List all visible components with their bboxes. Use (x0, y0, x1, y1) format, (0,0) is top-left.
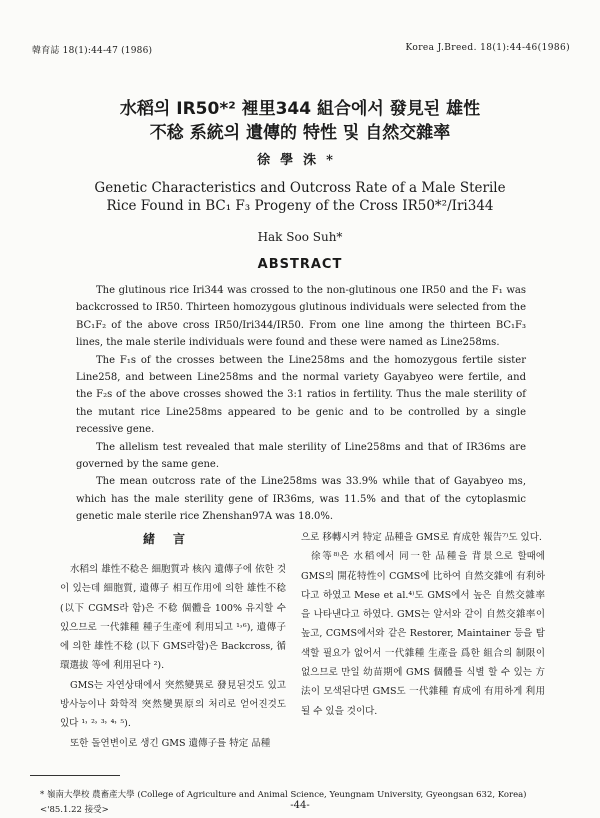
english-title-line-2: Rice Found in BC₁ F₃ Progeny of the Cross IR50*²/Iri344 (106, 198, 494, 214)
footnote-affiliation: * 嶺南大學校 農畜產大學 (College of Agriculture and Animal Science, Yeungnam University, Gyeongsan 632, Korea) <'85.1.22 接受> (40, 790, 527, 815)
intro-paragraph: 水稻의 雄性不稔은 細胞質과 核內 遺傳子에 依한 것이 있는데 細胞質, 遺傳子 相互作用에 의한 雄性不稔 (以下 CGMS라 함)은 不稔 個體을 100% 유지할 수 있으므로 一代雜種 種子生產에 利用되고 ¹˒⁶), 遺傳子에 의한 雄性不稔 (以下 GMS라함)은 Backcross, 循環選拔 等에 利用된다 ²). (60, 564, 286, 672)
english-title-line-1: Genetic Characteristics and Outcross Rate of a Male Sterile (94, 180, 506, 196)
intro-paragraph: 徐等⁸⁾은 水稻에서 同一한 品種을 背景으로 할때에 GMS의 開花特性이 CGMS에 比하여 自然交雜에 有利하다고 하였고 Mese et al.⁴⁾도 GMS에서 높은 自然交雜率을 나타낸다고 하였다. GMS는 알서와 같이 自然交雜率이 높고, CGMS에서와 같은 Restorer, Maintainer 등을 탐색할 필요가 없어서 一代雜種 生產을 爲한 組合의 制限이 없으므로 만일 幼苗期에 GMS 個體를 식별 할 수 있는 方法이 모색된다면 GMS도 一代雜種 育成에 有用하게 利用될 수 있을 것이다. (301, 551, 545, 717)
korean-title-line-2: 不稔 系統의 遺傳的 特性 및 自然交雜率 (149, 123, 451, 143)
page-number: -44- (290, 800, 310, 811)
intro-paragraph: 또한 돌연변이로 생긴 GMS 遺傳子를 特定 品種 (70, 737, 271, 749)
footnote-divider (30, 775, 120, 776)
abstract-heading: ABSTRACT (257, 257, 343, 272)
introduction-right-column (301, 528, 545, 721)
author-english: Hak Soo Suh* (257, 230, 343, 244)
abstract-paragraph: The F₁s of the crosses between the Line258ms and the homozygous fertile sister Line258, and between Line258ms and the normal variety Gayabyeo were fertile, and the F₂s of the above crosses showed the 3:1 ratios in fertility. Thus the male sterility of the mutant rice Line258ms appeared to be genic and to be controlled by a single recessive gene. (76, 354, 526, 436)
abstract-paragraph: The mean outcross rate of the Line258ms was 33.9% while that of Gayabyeo ms, which has the male sterility gene of IR36ms, was 11.5% and that of the cytoplasmic genetic male sterile rice Zhenshan97A was 18.0%. (76, 476, 526, 523)
abstract-body (76, 282, 526, 526)
intro-paragraph: 으로 移轉시켜 特定 品種을 GMS로 育成한 報告⁷⁾도 있다. (301, 532, 542, 543)
author-korean: 徐學洙* (257, 153, 343, 168)
introduction-left-column (60, 530, 286, 753)
intro-paragraph: GMS는 자연상태에서 突然變異로 發見된것도 있고 방사능이나 화학적 突然變異原의 처리로 얻어진것도 있다 ¹˒ ²˒ ³˒ ⁴˒ ⁵). (60, 679, 286, 730)
journal-citation-korean: 韓育誌 18(1):44-47 (1986) (32, 46, 153, 56)
abstract-paragraph: The allelism test revealed that male sterility of Line258ms and that of IR36ms are governed by the same gene. (76, 441, 526, 471)
korean-title-line-1: 水稻의 IR50*² 裡里344 組合에서 發見된 雄性 (119, 99, 481, 119)
journal-citation-english: Korea J.Breed. 18(1):44-46(1986) (405, 43, 570, 53)
introduction-heading: 緒言 (142, 532, 203, 546)
abstract-paragraph: The glutinous rice Iri344 was crossed to the non-glutinous one IR50 and the F₁ was backcrossed to IR50. Thirteen homozygous glutinous individuals were selected from the BC₁F₂ of the above cross IR50/Iri344/IR50. From one line among the thirteen BC₁F₃ lines, the male sterile individuals were found and these were named as Line258ms. (76, 285, 526, 349)
